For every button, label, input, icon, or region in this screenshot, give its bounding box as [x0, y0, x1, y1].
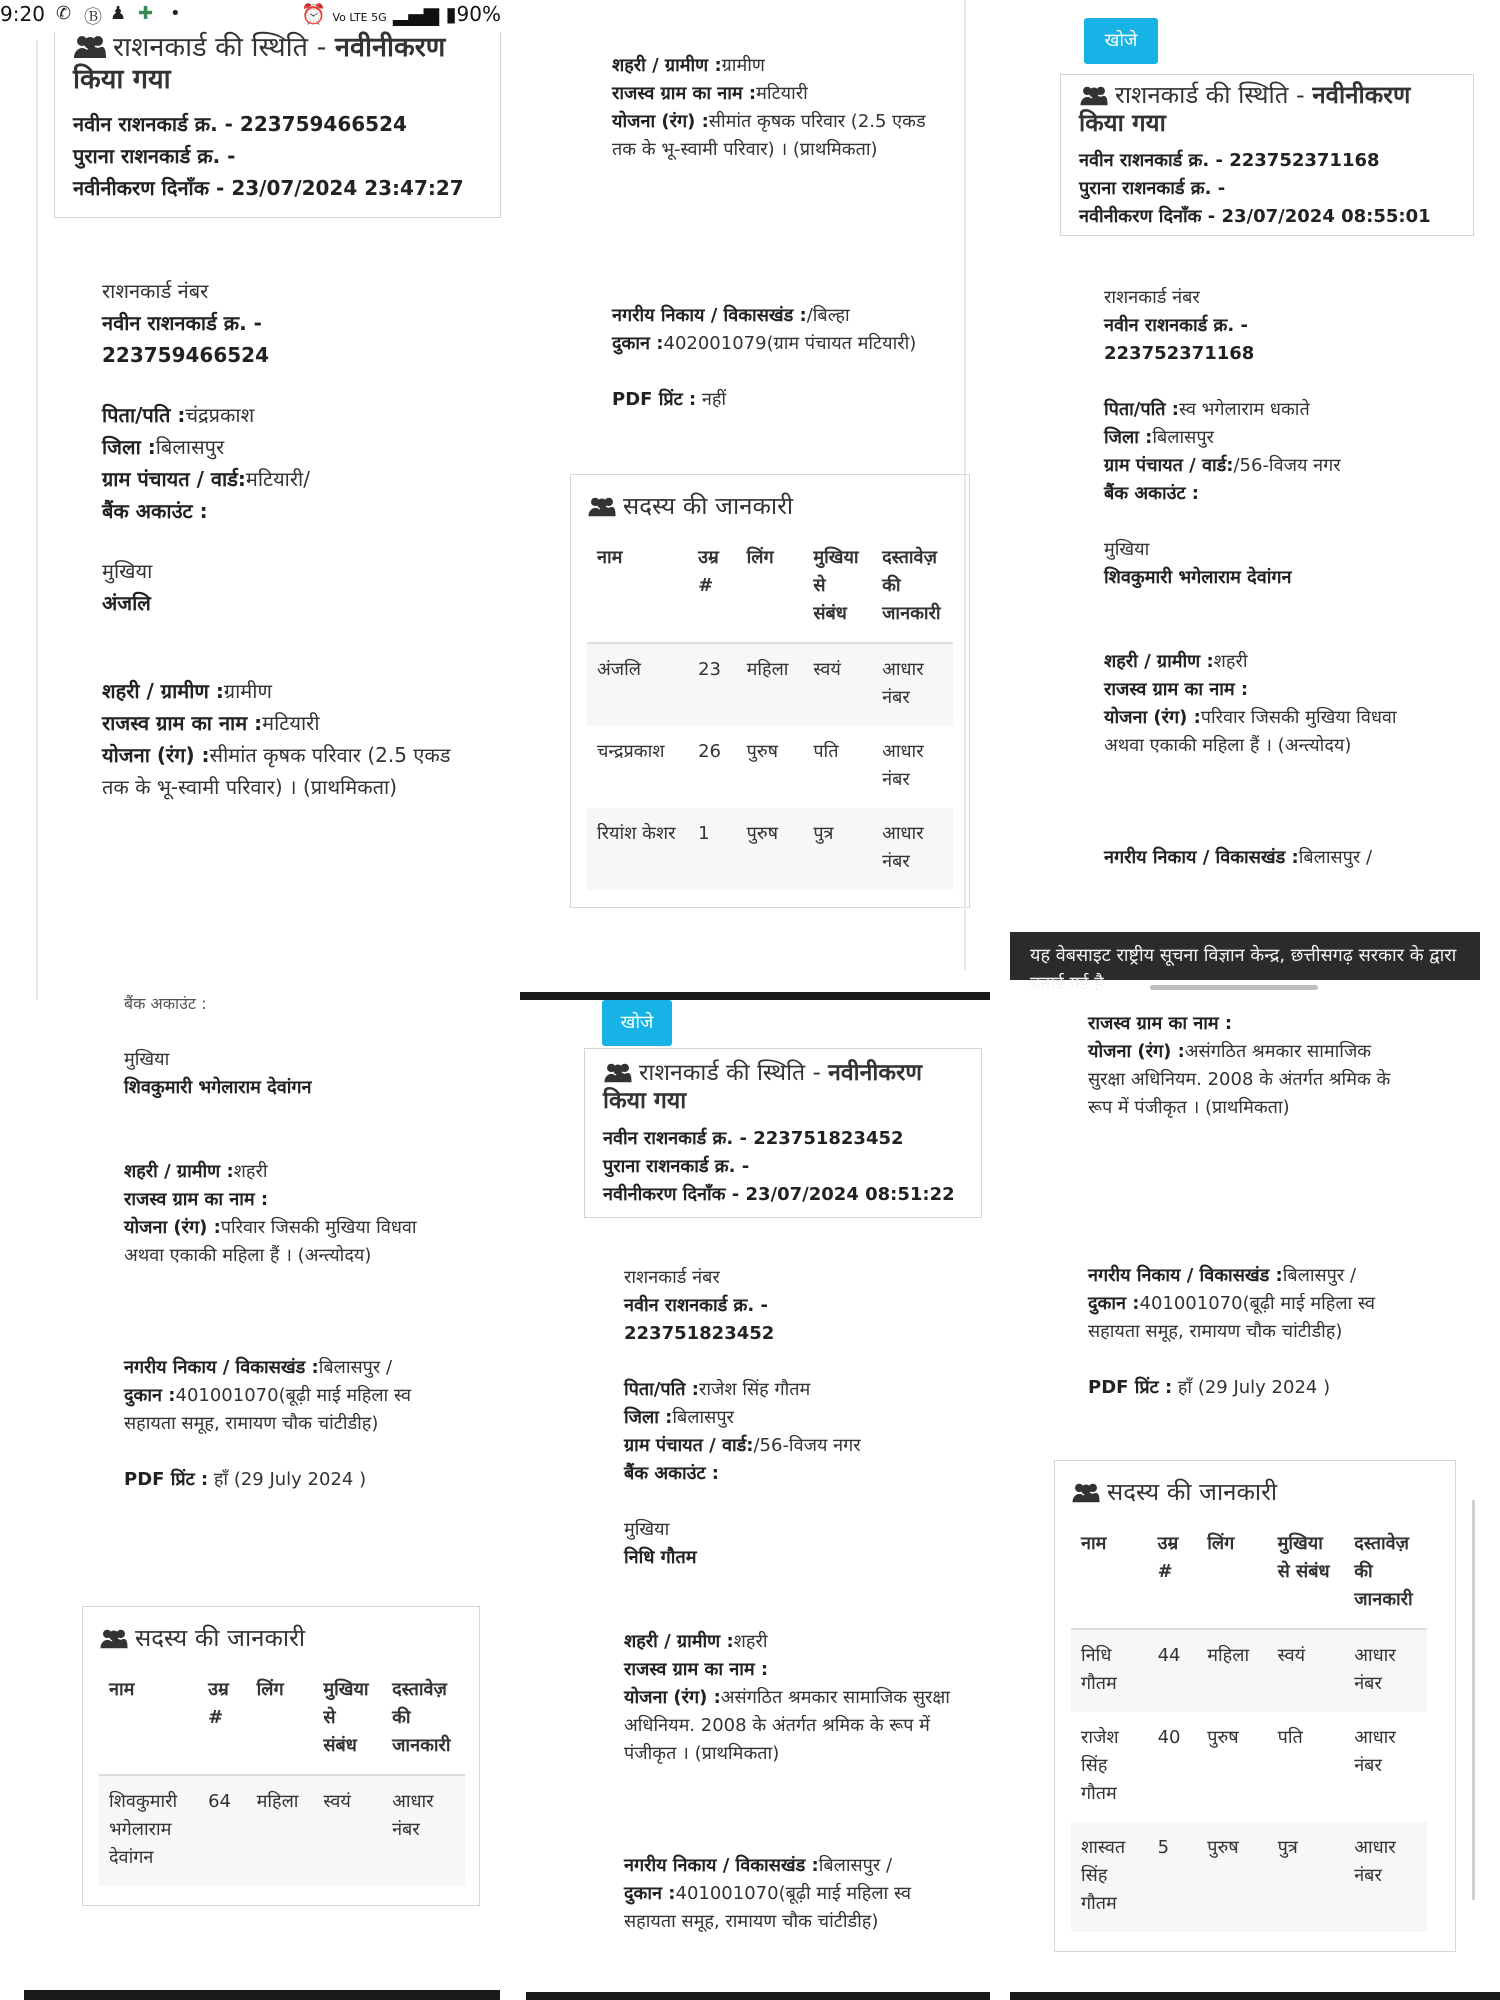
battery-level: 90% [456, 2, 501, 26]
card2-panchayat: ग्राम पंचायत / वार्ड:/56-विजय नगर [1104, 455, 1341, 476]
card3-panchayat: ग्राम पंचायत / वार्ड:/56-विजय नगर [624, 1435, 861, 1456]
scrollbar[interactable] [1472, 1500, 1475, 1900]
card1-title: राशनकार्ड की स्थिति - नवीनीकरण किया गया [73, 32, 446, 95]
card3-members-title: सदस्य की जानकारी [1071, 1475, 1455, 1508]
card1-head-name: अंजलि [102, 591, 151, 615]
card1-father: पिता/पति :चंद्रप्रकाश [102, 403, 255, 427]
card1-urban-body: नगरीय निकाय / विकासखंड :/बिल्हा [612, 305, 850, 326]
panel-card2-top [1010, 0, 1500, 1000]
table-row: रियांश केशर 1 पुरुष पुत्र आधार नंबर [587, 808, 953, 890]
card2-old-card: पुराना राशनकार्ड क्र. - [1079, 178, 1226, 199]
card1-district: जिला :बिलासपुर [102, 435, 225, 459]
battery-icon: ▮ [445, 2, 457, 26]
head-label: मुखिया [102, 559, 153, 583]
card1-header [54, 32, 501, 218]
dot-icon: • [170, 3, 181, 24]
panel-card1-bottom [518, 0, 988, 1000]
panel-card3-top [520, 1000, 990, 2000]
card2-district: जिला :बिलासपुर [1104, 427, 1214, 448]
seam-left [36, 40, 38, 1000]
card2-urban-rural: शहरी / ग्रामीण :शहरी [1104, 651, 1248, 672]
card1-urban-rural-2: शहरी / ग्रामीण :ग्रामीण [612, 55, 765, 76]
table-row: चन्द्रप्रकाश 26 पुरुष पति आधार नंबर [597, 741, 924, 790]
card3-district: जिला :बिलासपुर [624, 1407, 734, 1428]
divider [526, 1992, 990, 2000]
card3-shop: दुकान :401001070(बूढ़ी माई महिला स्व सहायता समूह, रामायण चौक चांटीडीह) [624, 1883, 911, 1932]
network-label: Vo LTE 5G [332, 11, 387, 24]
card3-members-table: नाम उम्र # लिंग मुखिया से संबंध दस्तावेज़ की जानकारी निधि गौतम 44 महिला स्वयं आधार नंबर राजेश सिंह गौतम 40 पुरुष पति आधार नंबर शास्वत सिंह गौतम 5 पुरुष पुत्र आधार नंबर [1071, 1518, 1427, 1932]
card1-revenue-village: राजस्व ग्राम का नाम :मटियारी [102, 711, 320, 735]
card1-shop-block [612, 302, 942, 414]
card2-details: राशनकार्ड नंबर नवीन राशनकार्ड क्र. - 223752371168 पिता/पति :स्व भगेलाराम धकाते जिला :बिलासपुर ग्राम पंचायत / वार्ड:/56-विजय नगर बैंक अकाउंट : मुखिया शिवकुमारी भगेलाराम देवांगन शहरी / ग्रामीण :शहरी राजस्व ग्राम का नाम : योजना (रंग) :परिवार जिसकी मुखिया विधवा अथवा एकाकी महिला हैं । (अन्त्योदय) नगरीय निकाय / विकासखंड :बिलासपुर / [1104, 284, 1434, 872]
card1-panchayat: ग्राम पंचायत / वार्ड:मटियारी/ [102, 467, 310, 491]
card2-father: पिता/पति :स्व भगेलाराम धकाते [1104, 399, 1310, 420]
col-name: नाम [587, 532, 688, 643]
card3-pdf-print: PDF प्रिंट : हाँ (29 July 2024 ) [1088, 1377, 1331, 1398]
card3-scheme: योजना (रंग) :असंगठित श्रमकार सामाजिक सुरक्षा अधिनियम. 2008 के अंतर्गत श्रमिक के रूप में पंजीकृत । (प्राथमिकता) [624, 1687, 950, 1764]
card3-head-name: निधि गौतम [624, 1547, 697, 1568]
app-icon: ✚ [138, 3, 154, 24]
card1-new-card-detail: नवीन राशनकार्ड क्र. - 223759466524 [102, 311, 269, 367]
panel-card3-bottom [1010, 1000, 1500, 2000]
card1-scheme: योजना (रंग) :सीमांत कृषक परिवार (2.5 एकड तक के भू-स्वामी परिवार) । (प्राथमिकता) [102, 743, 451, 799]
users-icon [1071, 1482, 1101, 1504]
table-row: अंजलि 23 महिला स्वयं आधार नंबर [587, 643, 953, 726]
card3-header [584, 1048, 982, 1218]
card2-header [1060, 74, 1474, 236]
divider [24, 1990, 500, 2000]
card2-members-table: नाम उम्र # लिंग मुखिया से संबंध दस्तावेज़ की जानकारी शिवकुमारी भगेलाराम देवांगन 64 महिला स्वयं आधार नंबर [99, 1664, 465, 1886]
users-icon [73, 34, 107, 60]
card1-pdf-print: PDF प्रिंट : नहीं [612, 389, 727, 410]
card2-members-title: सदस्य की जानकारी [99, 1621, 479, 1654]
card2-urban-body: नगरीय निकाय / विकासखंड :बिलासपुर / [1104, 847, 1373, 868]
account-icon: ♟ [110, 3, 127, 24]
table-row: शास्वत सिंह गौतम 5 पुरुष पुत्र आधार नंबर [1071, 1822, 1427, 1932]
card1-members-title: सदस्य की जानकारी [587, 489, 969, 522]
card-number-label: राशनकार्ड नंबर [102, 279, 209, 303]
card1-renewal-date: नवीनीकरण दिनाँक - 23/07/2024 23:47:27 [73, 176, 464, 200]
card3-details: राशनकार्ड नंबर नवीन राशनकार्ड क्र. - 223751823452 पिता/पति :राजेश सिंह गौतम जिला :बिलासपुर ग्राम पंचायत / वार्ड:/56-विजय नगर बैंक अकाउंट : मुखिया निधि गौतम शहरी / ग्रामीण :शहरी राजस्व ग्राम का नाम : योजना (रंग) :असंगठित श्रमकार सामाजिक सुरक्षा अधिनियम. 2008 के अंतर्गत श्रमिक के रूप में पंजीकृत । (प्राथमिकता) नगरीय निकाय / विकासखंड :बिलासपुर / दुकान :401001070(बूढ़ी माई महिला स्व सहायता समूह, रामायण चौक चांटीडीह) [624, 1264, 954, 1936]
card2-revenue-village: राजस्व ग्राम का नाम : [1104, 679, 1249, 700]
b-app-icon: Ⓑ [84, 7, 102, 28]
card2-renewal-date: नवीनीकरण दिनाँक - 23/07/2024 08:55:01 [1079, 206, 1431, 227]
card1-members-table [587, 532, 953, 890]
card1-revenue-village-2: राजस्व ग्राम का नाम :मटियारी [612, 83, 808, 104]
users-icon [1079, 85, 1109, 107]
col-relation: मुखिया से संबंध [803, 532, 872, 643]
card1-bank: बैंक अकाउंट : [102, 499, 208, 523]
card1-old-card: पुराना राशनकार्ड क्र. - [73, 144, 236, 168]
users-icon [603, 1062, 633, 1084]
users-icon [99, 1628, 129, 1650]
card2-members-box [82, 1606, 480, 1906]
card3-urban-body: नगरीय निकाय / विकासखंड :बिलासपुर / [624, 1855, 893, 1876]
card3-old-card: पुराना राशनकार्ड क्र. - [603, 1156, 750, 1177]
card2-details-cont: मुखिया शिवकुमारी भगेलाराम देवांगन शहरी / ग्रामीण :शहरी राजस्व ग्राम का नाम : योजना (रंग) :परिवार जिसकी मुखिया विधवा अथवा एकाकी महिला हैं । (अन्त्योदय) नगरीय निकाय / विकासखंड :बिलासपुर / दुकान :401001070(बूढ़ी माई महिला स्व सहायता समूह, रामायण चौक चांटीडीह) PDF प्रिंट : हाँ (29 July 2024 ) [124, 1046, 454, 1494]
card1-scheme-2: योजना (रंग) :सीमांत कृषक परिवार (2.5 एकड तक के भू-स्वामी परिवार) । (प्राथमिकता) [612, 111, 926, 160]
card3-shop-block: नगरीय निकाय / विकासखंड :बिलासपुर / दुकान :401001070(बूढ़ी माई महिला स्व सहायता समूह, रामायण चौक चांटीडीह) PDF प्रिंट : हाँ (29 July 2024 ) [1088, 1262, 1408, 1402]
card1-shop: दुकान :402001079(ग्राम पंचायत मटियारी) [612, 333, 917, 354]
card2-title: राशनकार्ड की स्थिति - नवीनीकरण किया गया [1079, 81, 1411, 137]
card3-members-box [1054, 1460, 1456, 1952]
card2-new-card: नवीन राशनकार्ड क्र. - 223752371168 [1079, 150, 1380, 171]
panel-card1-top [0, 0, 515, 1010]
card3-details-cont: राजस्व ग्राम का नाम : योजना (रंग) :असंगठित श्रमकार सामाजिक सुरक्षा अधिनियम. 2008 के अंतर्गत श्रमिक के रूप में पंजीकृत । (प्राथमिकता) [1088, 1013, 1391, 1118]
card2-head-name: शिवकुमारी भगेलाराम देवांगन [1104, 567, 1292, 588]
card3-father: पिता/पति :राजेश सिंह गौतम [624, 1379, 811, 1400]
card1-new-card: नवीन राशनकार्ड क्र. - 223759466524 [73, 112, 407, 136]
card2-bank: बैंक अकाउंट : [1104, 483, 1200, 504]
col-document: दस्तावेज़ की जानकारी [872, 532, 953, 643]
search-button[interactable]: खोजे [602, 1000, 672, 1046]
scroll-handle[interactable] [1150, 985, 1318, 990]
card1-members-box [570, 474, 970, 908]
alarm-icon: ⏰ [301, 2, 327, 26]
col-gender: लिंग [737, 532, 804, 643]
card1-urban-rural: शहरी / ग्रामीण :ग्रामीण [102, 679, 272, 703]
col-age: उम्र # [688, 532, 737, 643]
card3-renewal-date: नवीनीकरण दिनाँक - 23/07/2024 08:51:22 [603, 1184, 955, 1205]
status-time: 9:20 [0, 2, 45, 26]
card2-scheme: योजना (रंग) :परिवार जिसकी मुखिया विधवा अथवा एकाकी महिला हैं । (अन्त्योदय) [1104, 707, 1397, 756]
whatsapp-icon: ✆ [56, 3, 72, 24]
card3-bank: बैंक अकाउंट : [624, 1463, 720, 1484]
status-bar [0, 0, 515, 30]
card3-title: राशनकार्ड की स्थिति - नवीनीकरण किया गया [603, 1060, 923, 1114]
card2-partial-bank: बैंक अकाउंट : [124, 994, 207, 1013]
users-icon [587, 496, 617, 518]
card3-urban-rural: शहरी / ग्रामीण :शहरी [624, 1631, 768, 1652]
search-button[interactable]: खोजे [1084, 18, 1158, 64]
card2-shop: दुकान :401001070(बूढ़ी माई महिला स्व सहायता समूह, रामायण चौक चांटीडीह) [124, 1385, 411, 1434]
status-right [301, 2, 501, 26]
seam-mid [964, 0, 966, 970]
table-row: निधि गौतम 44 महिला स्वयं आधार नंबर [1071, 1629, 1427, 1712]
table-row: शिवकुमारी भगेलाराम देवांगन 64 महिला स्वयं आधार नंबर [99, 1775, 465, 1886]
card3-revenue-village: राजस्व ग्राम का नाम : [624, 1659, 769, 1680]
card2-pdf-print: PDF प्रिंट : हाँ (29 July 2024 ) [124, 1469, 367, 1490]
panel-card2-bottom [0, 994, 515, 2000]
signal-icon: ▂▄▆ [393, 2, 440, 26]
divider [1010, 1992, 1500, 2000]
card1-details [102, 275, 462, 803]
card3-new-card: नवीन राशनकार्ड क्र. - 223751823452 [603, 1128, 904, 1149]
card1-details-cont [612, 52, 942, 164]
card1-status: नवीनीकरण किया गया [73, 32, 446, 95]
table-row: राजेश सिंह गौतम 40 पुरुष पति आधार नंबर [1081, 1727, 1396, 1804]
footer-toast: यह वेबसाइट राष्ट्रीय सूचना विज्ञान केन्द्र, छत्तीसगढ़ सरकार के द्वारा बनाई गई है [1010, 932, 1480, 980]
